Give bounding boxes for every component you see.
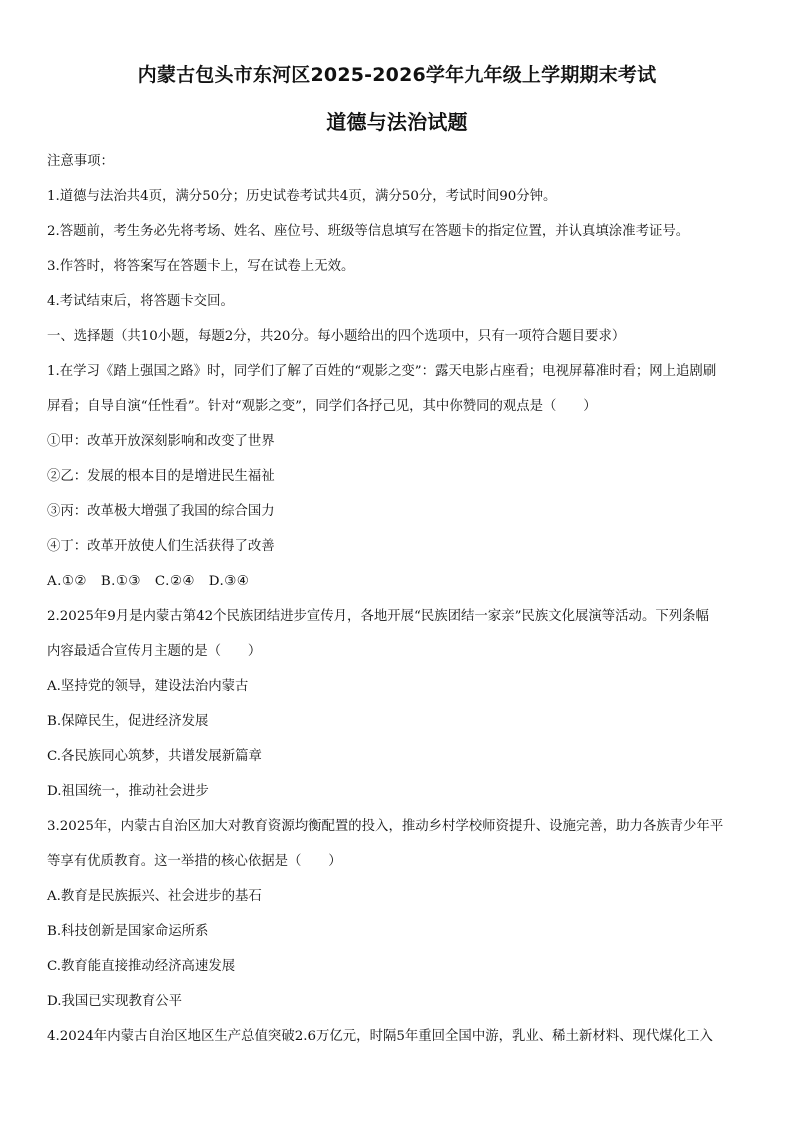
question-2-stem-line: 2.2025年9月是内蒙古第42个民族团结进步宣传月，各地开展“民族团结一家亲”民族文化展演等活动。下列条幅 — [47, 609, 709, 624]
note-item: 3.作答时，将答案写在答题卡上，写在试卷上无效。 — [47, 259, 355, 274]
question-1-statement: ②乙：发展的根本目的是增进民生福祉 — [47, 469, 275, 484]
question-1-statement: ④丁：改革开放使人们生活获得了改善 — [47, 539, 275, 554]
question-3-stem-line: 3.2025年，内蒙古自治区加大对教育资源均衡配置的投入，推动乡村学校师资提升、设施完善，助力各族青少年平 — [47, 819, 724, 834]
question-2-choice-a: A.坚持党的领导，建设法治内蒙古 — [47, 679, 249, 694]
question-1-stem-line: 1.在学习《踏上强国之路》时，同学们了解了百姓的“观影之变”：露天电影占座看；电视屏幕准时看；网上追剧刷 — [47, 364, 717, 379]
section-heading: 一、选择题（共10小题，每题2分，共20分。每小题给出的四个选项中，只有一项符合题目要求） — [47, 329, 626, 344]
question-1-stem-line: 屏看；自导自演“任性看”。针对“观影之变”，同学们各抒己见，其中你赞同的观点是（ ） — [47, 399, 597, 414]
question-2-choice-b: B.保障民生，促进经济发展 — [47, 714, 209, 729]
question-3-choice-a: A.教育是民族振兴、社会进步的基石 — [47, 889, 262, 904]
exam-title: 内蒙古包头市东河区2025-2026学年九年级上学期期末考试 — [137, 64, 657, 86]
question-3-stem-line: 等享有优质教育。这一举措的核心依据是（ ） — [47, 854, 342, 869]
note-item: 2.答题前，考生务必先将考场、姓名、座位号、班级等信息填写在答题卡的指定位置，并认真填涂准考证号。 — [47, 224, 690, 239]
question-1-statement: ③丙：改革极大增强了我国的综合国力 — [47, 504, 275, 519]
note-item: 1.道德与法治共4页，满分50分；历史试卷考试共4页，满分50分，考试时间90分钟。 — [47, 189, 557, 204]
question-2-choice-d: D.祖国统一，推动社会进步 — [47, 784, 209, 799]
exam-subject-title: 道德与法治试题 — [326, 110, 468, 134]
question-4-stem-line: 4.2024年内蒙古自治区地区生产总值突破2.6万亿元，时隔5年重回全国中游，乳业、稀土新材料、现代煤化工入 — [47, 1029, 713, 1044]
question-1-options: A.①② B.①③ C.②④ D.③④ — [47, 574, 250, 589]
question-2-stem-line: 内容最适合宣传月主题的是（ ） — [47, 644, 262, 659]
note-item: 4.考试结束后，将答题卡交回。 — [47, 294, 234, 309]
notes-heading: 注意事项： — [47, 154, 114, 169]
question-1-statement: ①甲：改革开放深刻影响和改变了世界 — [47, 434, 275, 449]
question-3-choice-d: D.我国已实现教育公平 — [47, 994, 183, 1009]
question-3-choice-b: B.科技创新是国家命运所系 — [47, 924, 209, 939]
question-3-choice-c: C.教育能直接推动经济高速发展 — [47, 959, 236, 974]
question-2-choice-c: C.各民族同心筑梦，共谱发展新篇章 — [47, 749, 262, 764]
